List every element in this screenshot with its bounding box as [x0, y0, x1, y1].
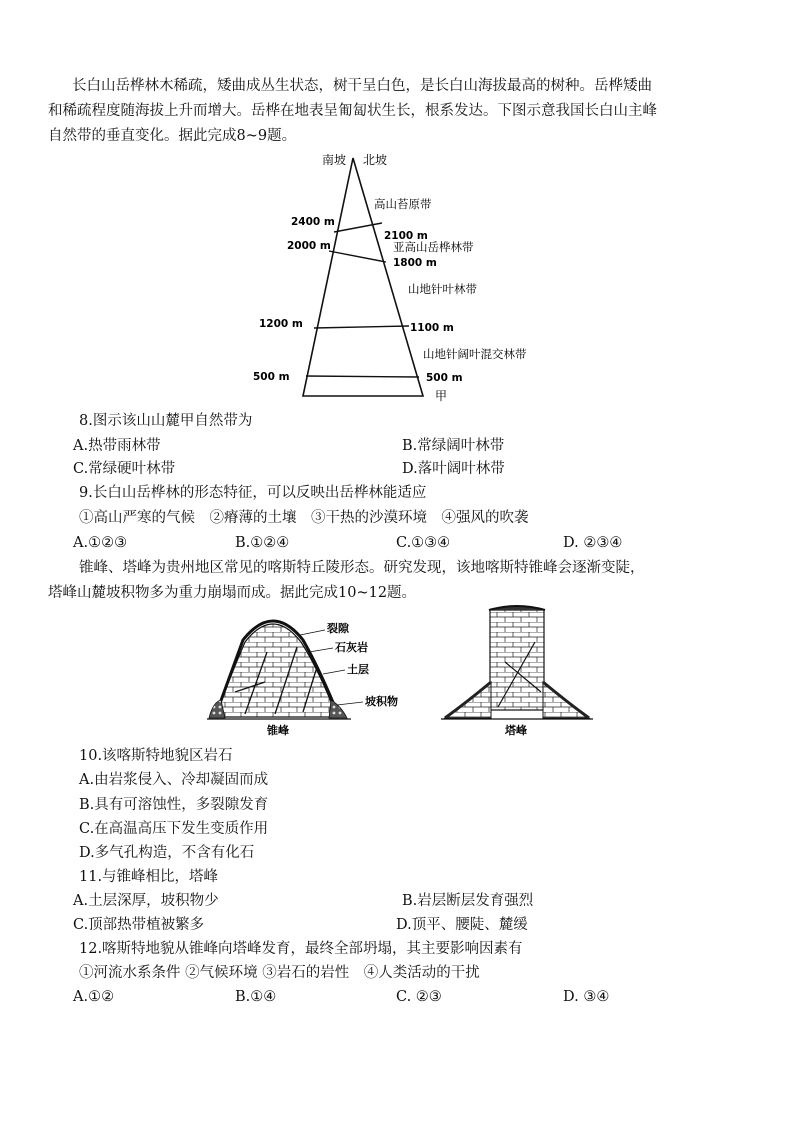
cone-peak-figure	[207, 621, 363, 719]
south-alt-2400: 2400 m	[291, 216, 335, 228]
q8-option-c[interactable]: C.常绿硬叶林带	[73, 461, 176, 477]
q12-option-a[interactable]: A.①②	[73, 989, 115, 1005]
south-alt-2000: 2000 m	[287, 240, 331, 252]
north-alt-2100: 2100 m	[384, 230, 428, 242]
q12-stem: 12.喀斯特地貌从锥峰向塔峰发育，最终全部坍塌，其主要影响因素有	[79, 941, 523, 957]
karst-peak-diagram	[205, 602, 595, 740]
q9-stem: 9.长白山岳桦林的形态特征，可以反映出岳桦林能适应	[79, 485, 427, 501]
base-zone-label: 甲	[435, 389, 448, 403]
q11-option-a[interactable]: A.土层深厚，坡积物少	[73, 893, 219, 909]
q11-stem: 11.与锥峰相比，塔峰	[79, 869, 219, 885]
zone-mountain-conifer: 山地针叶林带	[408, 282, 477, 296]
label-limestone: 石灰岩	[335, 641, 368, 654]
south-alt-1200: 1200 m	[259, 318, 303, 330]
passage1-line-2: 和稀疏程度随海拔上升而增大。岳桦在地表呈匍匐状生长，根系发达。下图示意我国长白山主峰	[48, 103, 657, 119]
south-slope-label: 南坡	[322, 153, 347, 167]
north-alt-500: 500 m	[426, 372, 463, 384]
q9-option-d[interactable]: D. ②③④	[563, 535, 623, 551]
q10-option-c[interactable]: C.在高温高压下发生变质作用	[79, 821, 269, 837]
label-fracture: 裂隙	[327, 622, 349, 635]
boundary-birch-conifer	[329, 251, 386, 262]
passage1-line-1: 长白山岳桦林木稀疏，矮曲成丛生状态，树干呈白色，是长白山海拔最高的树种。岳桦矮曲	[72, 78, 652, 94]
passage2-line-2: 塔峰山麓坡积物多为重力崩塌而成。据此完成10~12题。	[48, 585, 417, 601]
label-soil-layer: 土层	[347, 663, 369, 676]
q8-option-b[interactable]: B.常绿阔叶林带	[402, 438, 505, 454]
q11-option-d[interactable]: D.顶平、腰陡、麓缓	[396, 917, 528, 933]
q11-option-c[interactable]: C.顶部热带植被繁多	[73, 917, 205, 933]
passage1-line-3: 自然带的垂直变化。据此完成8~9题。	[48, 128, 297, 144]
label-colluvium: 坡积物	[365, 695, 398, 708]
q12-option-d[interactable]: D. ③④	[563, 989, 610, 1005]
vertical-zone-diagram	[240, 145, 527, 405]
zone-alpine-tundra: 高山苔原带	[374, 197, 432, 211]
q10-option-a[interactable]: A.由岩浆侵入、冷却凝固而成	[79, 772, 269, 788]
q8-option-a[interactable]: A.热带雨林带	[73, 438, 161, 454]
q12-option-c[interactable]: C. ②③	[396, 989, 442, 1005]
zone-subalpine-birch: 亚高山岳桦林带	[393, 240, 474, 254]
q9-option-a[interactable]: A.①②③	[73, 535, 128, 551]
zone-mountain-mixed: 山地针阔叶混交林带	[423, 347, 527, 361]
north-slope-label: 北坡	[363, 153, 388, 167]
passage2-line-1: 锥峰、塔峰为贵州地区常见的喀斯特丘陵形态。研究发现，该地喀斯特锥峰会逐渐变陡，	[79, 560, 645, 576]
south-alt-500: 500 m	[253, 371, 290, 383]
boundary-mixed-base	[306, 376, 419, 377]
q9-choices: ①高山严寒的气候 ②瘠薄的土壤 ③干热的沙漠环境 ④强风的吹袭	[79, 510, 529, 526]
boundary-conifer-mixed	[314, 326, 409, 328]
q9-option-c[interactable]: C.①③④	[396, 535, 451, 551]
q8-option-d[interactable]: D.落叶阔叶林带	[402, 461, 505, 477]
q10-option-d[interactable]: D.多气孔构造，不含有化石	[79, 845, 255, 861]
cone-peak-caption: 锥峰	[267, 724, 289, 737]
q9-option-b[interactable]: B.①②④	[235, 535, 290, 551]
q10-option-b[interactable]: B.具有可溶蚀性，多裂隙发育	[79, 797, 269, 813]
q10-stem: 10.该喀斯特地貌区岩石	[79, 748, 233, 764]
q11-option-b[interactable]: B.岩层断层发育强烈	[402, 893, 534, 909]
q12-option-b[interactable]: B.①④	[235, 989, 277, 1005]
q8-stem: 8.图示该山山麓甲自然带为	[79, 413, 253, 429]
north-alt-1800: 1800 m	[393, 257, 437, 269]
q12-choices: ①河流水系条件 ②气候环境 ③岩石的岩性 ④人类活动的干扰	[79, 965, 480, 981]
north-alt-1100: 1100 m	[410, 322, 454, 334]
tower-peak-caption: 塔峰	[505, 724, 527, 737]
tower-peak-figure	[441, 606, 593, 719]
